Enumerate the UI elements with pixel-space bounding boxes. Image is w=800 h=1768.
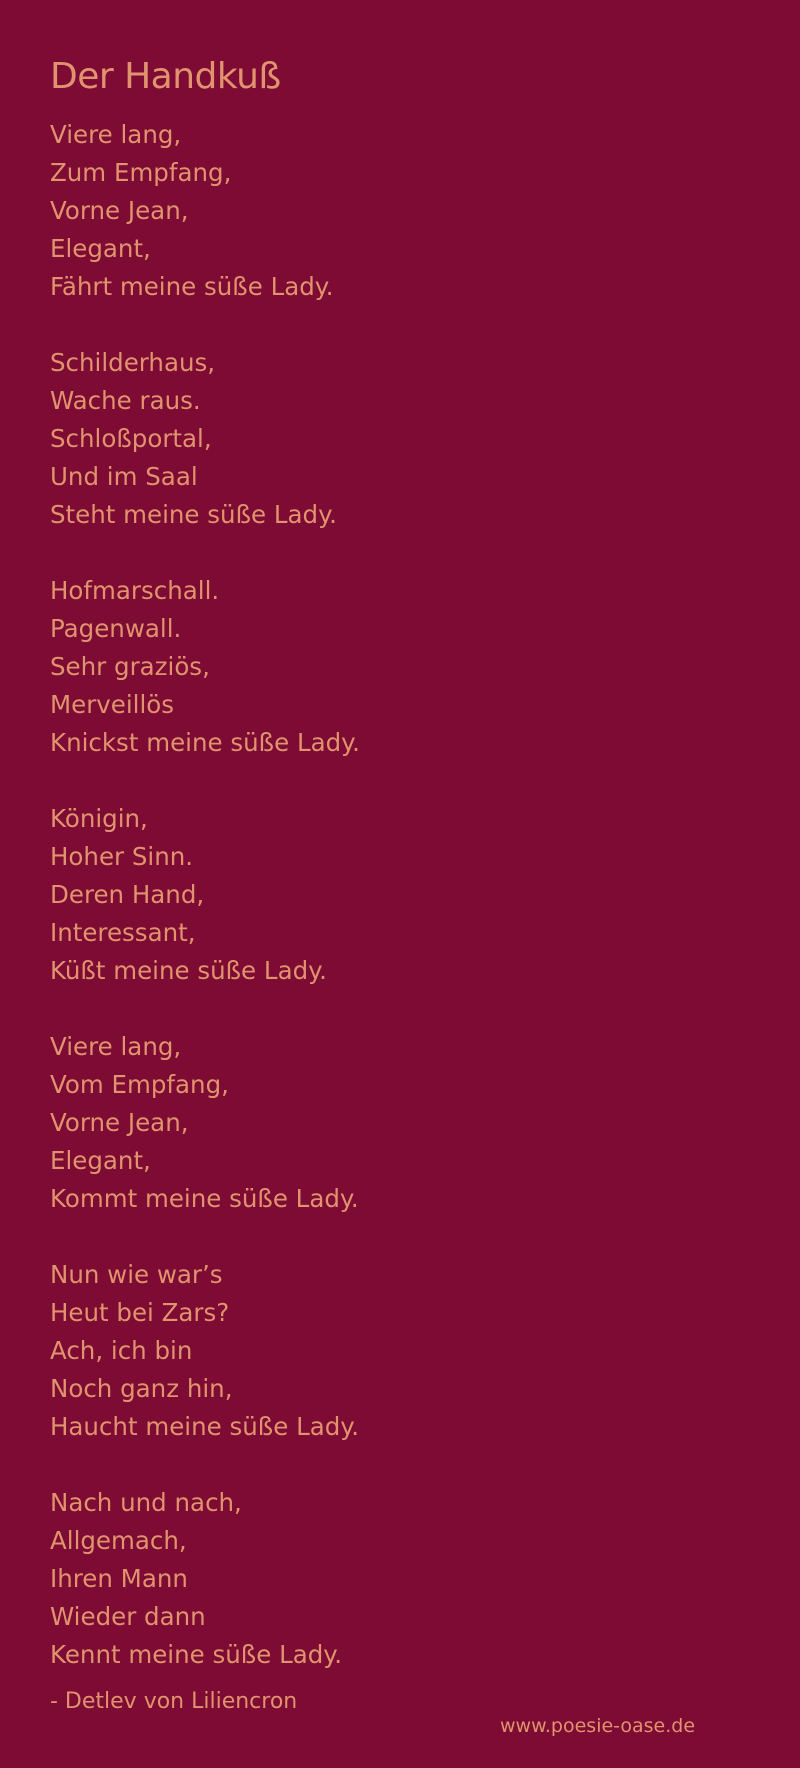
- poem-author: - Detlev von Liliencron: [50, 1689, 298, 1714]
- poem-line: Pagenwall.: [50, 614, 182, 643]
- poem-line: Nach und nach,: [50, 1488, 242, 1517]
- poem-line: Küßt meine süße Lady.: [50, 956, 327, 985]
- poem-line: Zum Empfang,: [50, 158, 232, 187]
- poem-line: Vorne Jean,: [50, 1108, 189, 1137]
- poem-line: Wache raus.: [50, 386, 201, 415]
- poem-line: Allgemach,: [50, 1526, 187, 1555]
- poem-line: Schloßportal,: [50, 424, 212, 453]
- poem-line: Wieder dann: [50, 1602, 206, 1631]
- poem-line: Hoher Sinn.: [50, 842, 194, 871]
- poem-line: Ach, ich bin: [50, 1336, 193, 1365]
- stanza-6: [50, 1256, 750, 1446]
- poem-line: Vorne Jean,: [50, 196, 189, 225]
- stanza-1: [50, 116, 750, 306]
- poem-line: Viere lang,: [50, 120, 182, 149]
- stanza-5: [50, 1028, 750, 1218]
- poem-line: Kommt meine süße Lady.: [50, 1184, 359, 1213]
- site-watermark: www.poesie-oase.de: [500, 1715, 696, 1737]
- stanza-2: [50, 344, 750, 534]
- poem-line: Sehr graziös,: [50, 652, 210, 681]
- poem-line: Haucht meine süße Lady.: [50, 1412, 360, 1441]
- poem-line: Steht meine süße Lady.: [50, 500, 337, 529]
- poem-line: Hofmarschall.: [50, 576, 220, 605]
- poem-line: Elegant,: [50, 234, 151, 263]
- poem-line: Fährt meine süße Lady.: [50, 272, 334, 301]
- poem-line: Deren Hand,: [50, 880, 205, 909]
- poem-line: Heut bei Zars?: [50, 1298, 230, 1327]
- poem-line: Und im Saal: [50, 462, 198, 491]
- stanza-3: [50, 572, 750, 762]
- poem-line: Ihren Mann: [50, 1564, 188, 1593]
- stanza-7: [50, 1484, 750, 1674]
- poem-line: Nun wie war’s: [50, 1260, 223, 1289]
- poem-line: Kennt meine süße Lady.: [50, 1640, 343, 1669]
- poem-line: Merveillös: [50, 690, 175, 719]
- poem-line: Königin,: [50, 804, 148, 833]
- poem-line: Interessant,: [50, 918, 196, 947]
- poem-line: Elegant,: [50, 1146, 151, 1175]
- poem-line: Noch ganz hin,: [50, 1374, 233, 1403]
- poem-line: Knickst meine süße Lady.: [50, 728, 360, 757]
- poem-title: Der Handkuß: [50, 56, 281, 97]
- poem-line: Vom Empfang,: [50, 1070, 229, 1099]
- poem-page: [50, 50, 750, 1674]
- poem-line: Viere lang,: [50, 1032, 182, 1061]
- poem-line: Schilderhaus,: [50, 348, 216, 377]
- stanza-4: [50, 800, 750, 990]
